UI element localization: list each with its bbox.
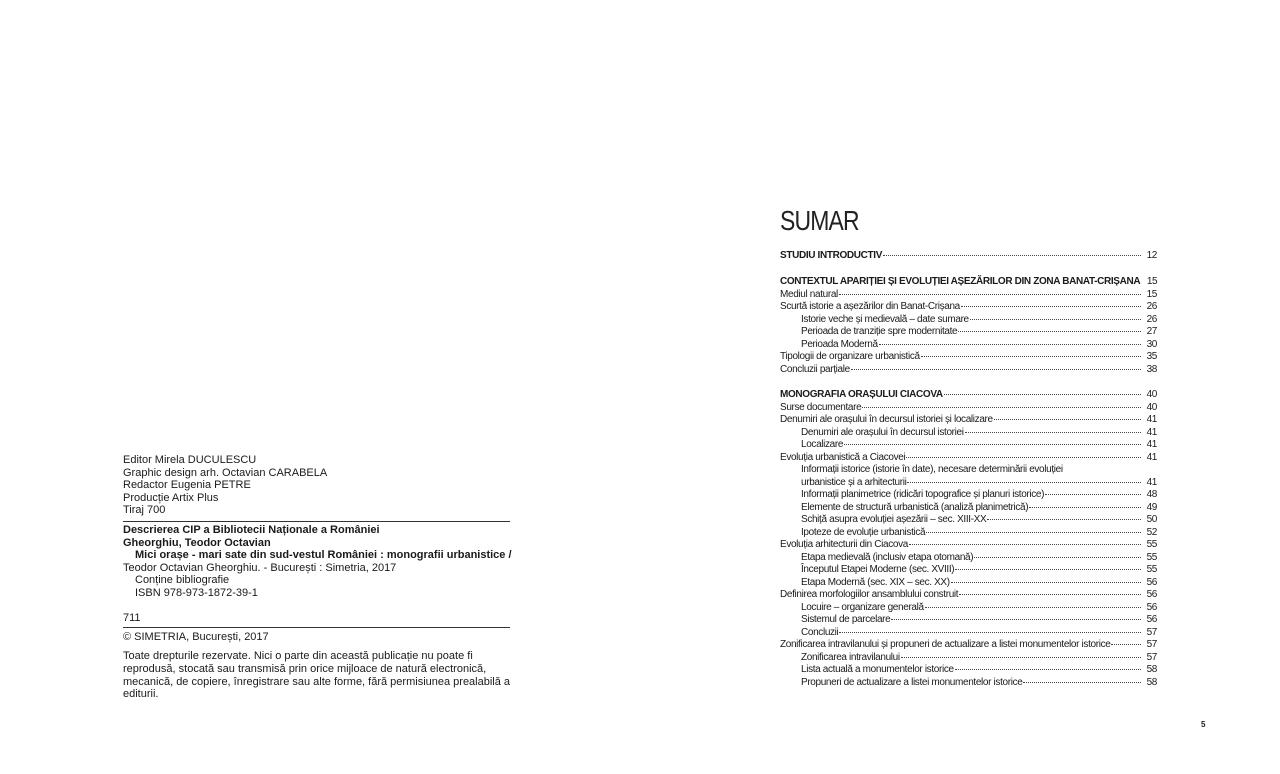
toc-leader-dots: [921, 356, 1141, 357]
toc-entry-label: Sistemul de parcelare: [801, 614, 891, 625]
toc-entry-page: 30: [1146, 338, 1157, 350]
toc-entry-page: 15: [1146, 276, 1158, 287]
toc-entry-page: 58: [1146, 664, 1157, 675]
toc-entry-label: Zonificarea intravilanului: [801, 651, 900, 663]
copyright-line: © SIMETRIA, București, 2017: [123, 631, 269, 643]
cip-heading: Descrierea CIP a Bibliotecii Naționale a României: [123, 524, 380, 536]
toc-entry-label: Informații istorice (istorie în date), necesare determinării evoluției: [801, 464, 1063, 475]
toc-leader-dots: [1045, 494, 1141, 495]
toc-entry: [780, 250, 1157, 263]
toc-entry-page: 57: [1146, 651, 1157, 663]
toc-leader-dots: [901, 657, 1141, 658]
toc-entry: [801, 527, 1157, 540]
toc-leader-dots: [961, 306, 1141, 307]
toc-entry-page: 26: [1146, 301, 1157, 312]
toc-leader-dots: [959, 594, 1141, 595]
page-number: 5: [1201, 720, 1206, 729]
cip-isbn: ISBN 978-973-1872-39-1: [135, 586, 258, 599]
toc-entry-label: CONTEXTUL APARIȚIEI ȘI EVOLUȚIEI AȘEZĂRILOR DIN ZONA BANAT-CRIȘANA: [780, 276, 1141, 287]
credits-block: [123, 454, 327, 517]
toc-leader-dots: [994, 419, 1141, 420]
toc-entry-label: Mediul natural: [780, 288, 838, 300]
toc-entry-label: Denumiri ale orașului în decursul istoriei și localizare: [780, 414, 993, 425]
toc-leader-dots: [883, 255, 1141, 256]
toc-entry: [801, 427, 1157, 440]
toc-entry-label: Perioada Modernă: [801, 338, 878, 350]
toc-leader-dots: [987, 519, 1141, 520]
toc-entry-label: Lista actuală a monumentelor istorice: [801, 664, 954, 675]
toc-entry-label: Elemente de structură urbanistică (analiză planimetrică): [801, 501, 1029, 513]
toc-entry-page: 55: [1146, 539, 1157, 550]
toc-entry-page: 40: [1146, 401, 1157, 413]
toc-entry: [780, 402, 1157, 415]
cip-block: [123, 524, 512, 600]
toc-entry-page: 50: [1146, 514, 1157, 525]
right-page: [640, 0, 1280, 774]
toc-leader-dots: [862, 407, 1141, 408]
toc-entry: [801, 664, 1157, 677]
toc-leader-dots: [965, 432, 1141, 433]
toc-entry-label: Propuneri de actualizare a listei monumentelor istorice: [801, 676, 1023, 688]
toc-entry-page: 15: [1146, 288, 1157, 300]
toc-entry-label: Scurtă istorie a așezărilor din Banat-Crișana: [780, 301, 960, 312]
toc-entry-page: 55: [1146, 564, 1157, 575]
toc-entry-page: 27: [1146, 326, 1157, 337]
toc-leader-dots: [839, 294, 1141, 295]
tiraj-line: Tiraj 700: [123, 504, 166, 517]
toc-entry-page: 26: [1146, 313, 1157, 325]
toc-entry: [801, 314, 1157, 327]
toc-entry: [780, 539, 1157, 552]
toc-entry-page: 48: [1146, 489, 1157, 500]
toc-leader-dots: [907, 482, 1141, 483]
toc-entry: [801, 514, 1157, 527]
toc-entry-label: Surse documentare: [780, 401, 862, 413]
toc-entry-page: 57: [1146, 626, 1157, 638]
toc-entry-label: Zonificarea intravilanului și propuneri de actualizare a listei monumentelor istorice: [780, 639, 1111, 650]
toc-entry: [780, 414, 1157, 427]
cip-bibliography: Conține bibliografie: [135, 574, 230, 587]
redactor-line: Redactor Eugenia PETRE: [123, 479, 251, 492]
toc-entry: [780, 276, 1157, 289]
toc-entry: [780, 351, 1157, 364]
toc-entry: [780, 452, 1157, 465]
toc-entry-label: Informații planimetrice (ridicări topografice și planuri istorice): [801, 489, 1045, 500]
toc-entry: [780, 639, 1157, 652]
toc-entry-label: Concluzii: [801, 626, 839, 638]
design-line: Graphic design arh. Octavian CARABELA: [123, 466, 328, 479]
toc-entry: [780, 364, 1157, 377]
toc-leader-dots: [851, 369, 1141, 370]
editor-line: Editor Mirela DUCULESCU: [123, 454, 257, 466]
toc-leader-dots: [1029, 507, 1141, 508]
toc-entry-label: Concluzii parțiale: [780, 363, 850, 375]
toc-entry-page: 56: [1146, 614, 1157, 625]
rights-notice: Toate drepturile rezervate. Nici o parte din această publicație nu poate fi reprodusă, stocată sau transmisă prin orice mijloace de natură electronică, mecanică, de copiere, înregistrare sau alte forme, fără permisiunea prealabilă a editurii.: [123, 650, 511, 701]
divider: [123, 521, 510, 522]
toc-entry: [801, 577, 1157, 590]
toc-title: SUMAR: [780, 205, 859, 236]
classification-code: 711: [123, 612, 141, 624]
toc-entry-label: Începutul Etapei Moderne (sec. XVIII): [801, 564, 955, 575]
toc-entry-page: 49: [1146, 501, 1157, 513]
toc-entry-label: Istorie veche și medievală – date sumare: [801, 313, 969, 325]
toc-entry: [780, 389, 1157, 402]
toc-entry: [801, 489, 1157, 502]
cip-book-title: Mici orașe - mari sate din sud-vestul României : monografii urbanistice /: [135, 549, 512, 562]
toc-leader-dots: [844, 444, 1141, 445]
cip-publication: Teodor Octavian Gheorghiu. - București : Simetria, 2017: [123, 561, 397, 574]
toc-leader-dots: [925, 607, 1141, 608]
toc-entry-page: 41: [1146, 414, 1157, 425]
toc-entry: [801, 477, 1157, 490]
toc-entry-page: 41: [1146, 426, 1157, 438]
toc-entry-label: Localizare: [801, 439, 844, 450]
toc-leader-dots: [1111, 644, 1141, 645]
toc-entry-label: Definirea morfologiilor ansamblului construit: [780, 589, 959, 600]
toc-entry-label: Locuire – organizare generală: [801, 601, 924, 613]
toc-entry-page: 56: [1146, 601, 1157, 613]
toc-entry-label: Ipoteze de evoluție urbanistică: [801, 526, 926, 538]
toc-entry-page: 35: [1146, 351, 1157, 362]
toc-entry-label: Schiță asupra evoluției așezării – sec. XIII-XX: [801, 514, 987, 525]
divider: [123, 627, 510, 628]
toc-leader-dots: [839, 632, 1141, 633]
cip-authors: Gheorghiu, Teodor Octavian: [123, 536, 271, 549]
toc-entry: [801, 614, 1157, 627]
toc-leader-dots: [951, 582, 1141, 583]
toc-leader-dots: [906, 457, 1141, 458]
toc-entry-label: MONOGRAFIA ORAȘULUI CIACOVA: [780, 389, 943, 400]
toc-leader-dots: [944, 394, 1141, 395]
toc-entry-page: 41: [1146, 476, 1157, 488]
toc-entry-page: 55: [1146, 551, 1157, 563]
toc-entry-page: 12: [1146, 250, 1157, 261]
toc-entry-page: 40: [1146, 389, 1157, 400]
toc-entry-label: Evoluția urbanistică a Ciacovei: [780, 451, 906, 463]
toc-entry-page: 52: [1146, 526, 1157, 538]
toc-entry-label: Tipologii de organizare urbanistică: [780, 351, 920, 362]
toc-leader-dots: [958, 331, 1141, 332]
toc-entry: [801, 552, 1157, 565]
toc-entry-label: Perioada de tranziție spre modernitate: [801, 326, 958, 337]
toc-entry: [801, 627, 1157, 640]
toc-leader-dots: [891, 619, 1141, 620]
toc-entry-page: 57: [1146, 639, 1157, 650]
toc-entry-label: urbanistice și a arhitecturii: [801, 476, 907, 488]
toc-entry-label: Etapa medievală (inclusiv etapa otomană): [801, 551, 974, 563]
toc-entry: [780, 301, 1157, 314]
toc-entry: [801, 439, 1157, 452]
toc-entry-page: 41: [1146, 439, 1157, 450]
toc-entry-page: 56: [1146, 576, 1157, 588]
toc-entry-page: 56: [1146, 589, 1157, 600]
toc-entry-page: 38: [1146, 363, 1157, 375]
toc-entry: [801, 677, 1157, 690]
toc-leader-dots: [926, 532, 1141, 533]
toc-entry: [780, 289, 1157, 302]
toc-entry: [780, 589, 1157, 602]
toc-entry: [801, 564, 1157, 577]
productie-line: Producție Artix Plus: [123, 491, 219, 504]
toc-entry-page: 41: [1146, 451, 1157, 463]
toc-leader-dots: [974, 557, 1141, 558]
toc-entry-label: STUDIU INTRODUCTIV: [780, 250, 883, 261]
toc-entry-label: Etapa Modernă (sec. XIX – sec. XX): [801, 576, 950, 588]
toc-entry-page: 58: [1146, 676, 1157, 688]
toc-leader-dots: [970, 319, 1141, 320]
toc-leader-dots: [1023, 682, 1141, 683]
toc-entry: [801, 602, 1157, 615]
toc-leader-dots: [879, 344, 1141, 345]
toc-entry: [801, 502, 1157, 515]
toc-entry: [801, 652, 1157, 665]
toc-leader-dots: [955, 569, 1141, 570]
toc-leader-dots: [909, 544, 1141, 545]
toc-entry-label: Evoluția arhitecturii din Ciacova: [780, 539, 908, 550]
toc-leader-dots: [955, 669, 1141, 670]
toc-entry: [801, 326, 1157, 339]
toc-entry-label: Denumiri ale orașului în decursul istoriei: [801, 426, 964, 438]
toc-entry: [801, 339, 1157, 352]
